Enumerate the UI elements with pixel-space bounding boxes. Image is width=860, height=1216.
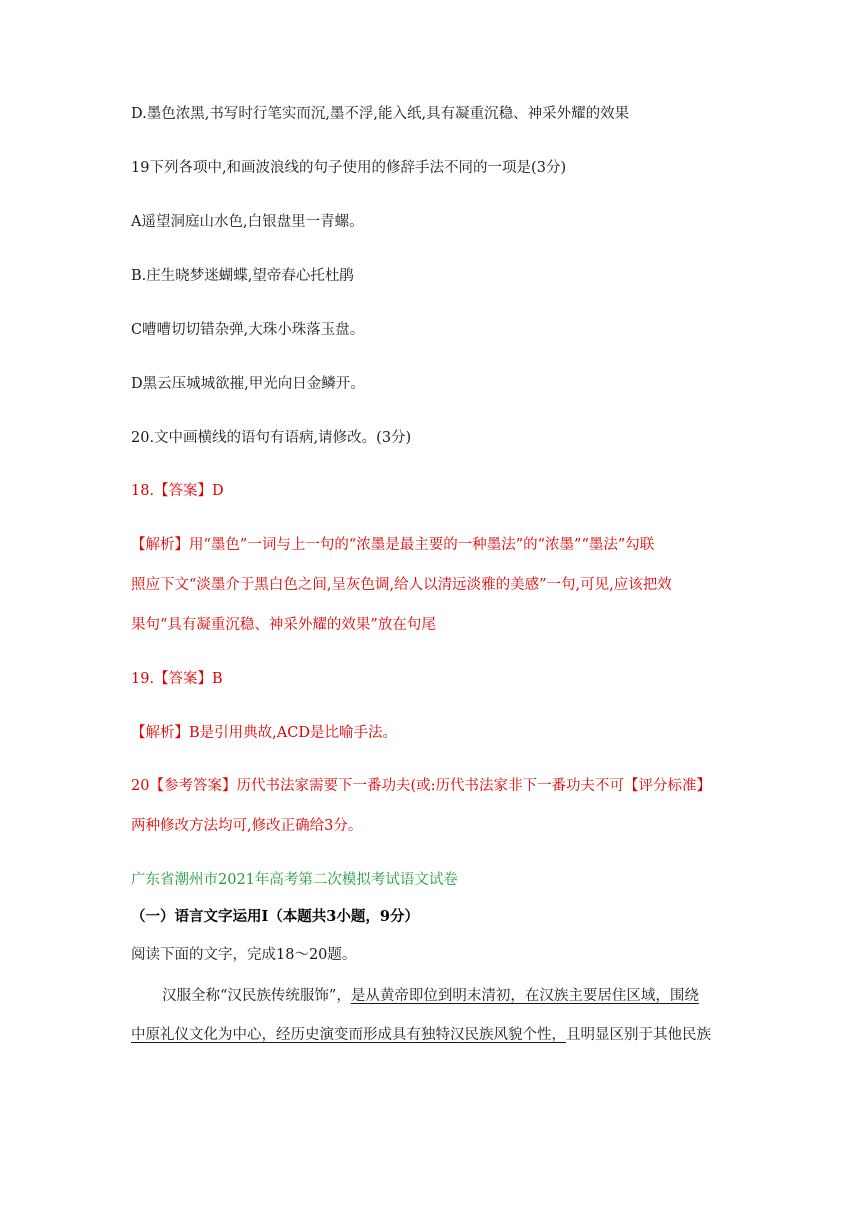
underlined-sentence: 是从黄帝即位到明末清初，在汉族主要居住区域，围绕 bbox=[350, 988, 699, 1004]
exam-title: 广东省潮州市2021年高考第二次模拟考试语文试卷 bbox=[131, 872, 458, 888]
q19-stem: 19下列各项中,和画波浪线的句子使用的修辞手法不同的一项是(3分) bbox=[131, 160, 567, 176]
analysis-19: 【解析】B是引用典故,ACD是比喻手法。 bbox=[131, 725, 397, 741]
q19-option-c: C嘈嘈切切错杂弹,大珠小珠落玉盘。 bbox=[131, 322, 365, 338]
answer-19: 19.【答案】B bbox=[131, 671, 223, 687]
analysis-18-line: 果句“具有凝重沉稳、神采外耀的效果”放在句尾 bbox=[131, 617, 436, 633]
answer-18: 18.【答案】D bbox=[131, 483, 224, 499]
q18-option-d: D.墨色浓黑,书写时行笔实而沉,墨不浮,能入纸,具有凝重沉稳、神采外耀的效果 bbox=[131, 106, 630, 122]
q19-option-b: B.庄生晓梦迷蝴蝶,望帝春心托杜鹃 bbox=[131, 268, 354, 284]
reading-instruction: 阅读下面的文字，完成18～20题。 bbox=[131, 947, 357, 963]
answer-20-line: 20【参考答案】历代书法家需要下一番功夫(或:历代书法家非下一番功夫不可【评分标准】 bbox=[131, 778, 711, 794]
q19-option-a: A遥望洞庭山水色,白银盘里一青螺。 bbox=[131, 214, 364, 230]
section-heading: （一）语言文字运用Ⅰ（本题共3小题，9分） bbox=[131, 908, 419, 925]
analysis-18-line: 【解析】用“墨色”一词与上一句的“浓墨是最主要的一种墨法”的“浓墨”“墨法”勾联 bbox=[131, 537, 655, 553]
q19-option-d: D黑云压城城欲摧,甲光向日金鳞开。 bbox=[131, 376, 365, 392]
analysis-18-line: 照应下文“淡墨介于黑白色之间,呈灰色调,给人以清远淡雅的美感”一句,可见,应该把效 bbox=[131, 577, 672, 593]
passage-text: 汉服全称“汉民族传统服饰”， bbox=[162, 988, 351, 1004]
answer-20-line: 两种修改方法均可,修改正确给3分。 bbox=[131, 818, 363, 834]
q20-stem: 20.文中画横线的语句有语病,请修改。(3分) bbox=[131, 430, 412, 446]
passage-line-2 bbox=[131, 1025, 711, 1045]
passage-line-1 bbox=[162, 986, 699, 1006]
passage-text: 且明显区别于其他民族 bbox=[566, 1027, 711, 1043]
underlined-sentence: 中原礼仪文化为中心，经历史演变而形成具有独特汉民族风貌个性， bbox=[131, 1027, 566, 1043]
